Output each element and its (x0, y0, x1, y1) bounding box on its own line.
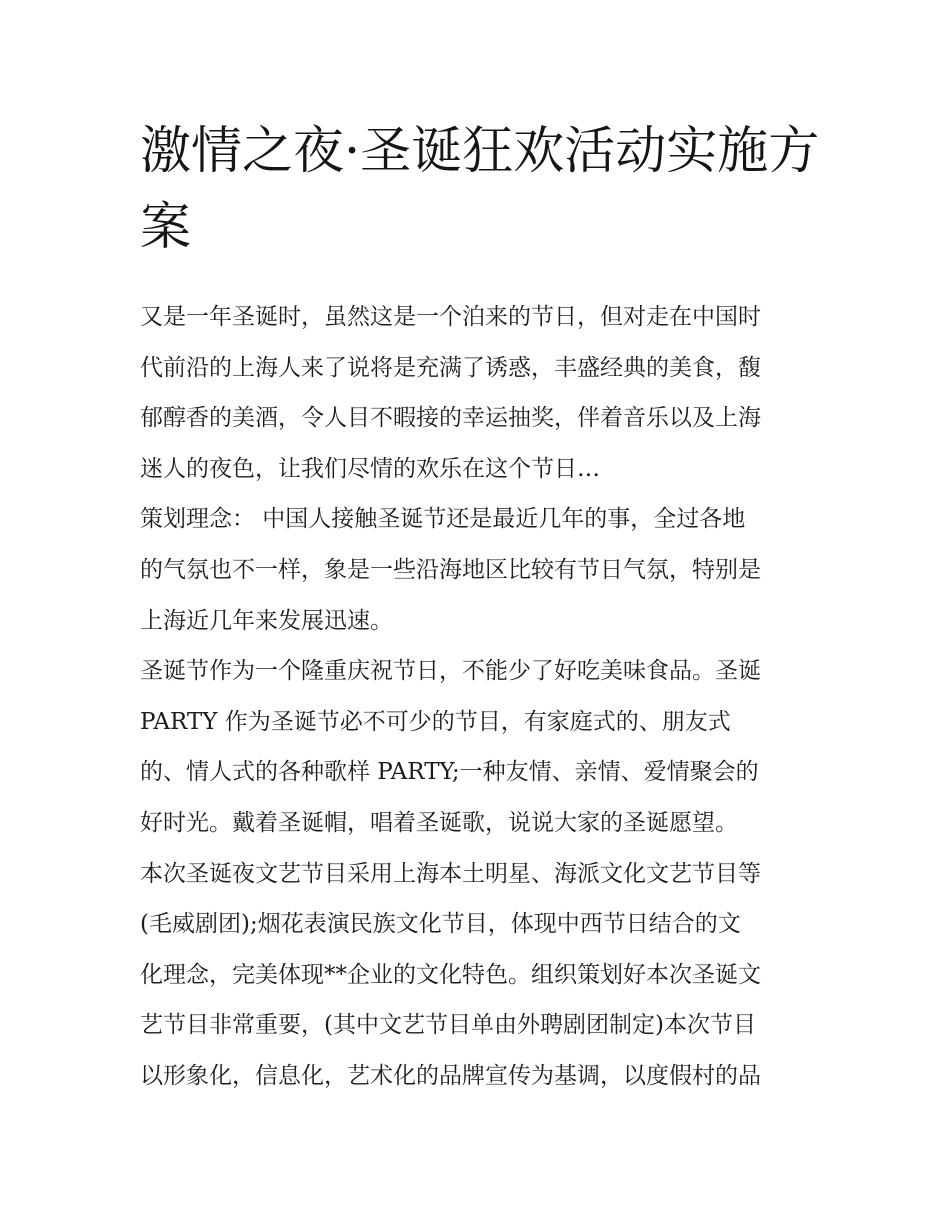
paragraph-program (140, 849, 812, 1102)
text-line: 以形象化，信息化，艺术化的品牌宣传为基调，以度假村的品 (140, 1062, 761, 1089)
paragraph-intro (140, 292, 812, 494)
text-line: 艺节目非常重要，(其中文艺节目单由外聘剧团制定)本次节目 (140, 1012, 756, 1039)
text-line: 代前沿的上海人来了说将是充满了诱惑，丰盛经典的美食，馥 (140, 354, 761, 381)
text-line: 本次圣诞夜文艺节目采用上海本土明星、海派文化文艺节目等 (140, 860, 761, 887)
text-line: 上海近几年来发展迅速。 (140, 607, 393, 634)
text-line: 圣诞节作为一个隆重庆祝节日，不能少了好吃美味食品。圣诞 (140, 658, 761, 685)
paragraph-party (140, 646, 812, 848)
text-line: 迷人的夜色，让我们尽情的欢乐在这个节日… (140, 455, 600, 482)
text-line: (毛威剧团);烟花表演民族文化节目，体现中西节日结合的文 (140, 911, 741, 938)
text-line: 化理念，完美体现**企业的文化特色。组织策划好本次圣诞文 (140, 961, 761, 988)
paragraph-concept (140, 494, 812, 646)
text-line: 又是一年圣诞时，虽然这是一个泊来的节日，但对走在中国时 (140, 304, 761, 330)
document-body (140, 114, 820, 1102)
title-line: 案 (140, 198, 192, 257)
text-line: 郁醇香的美酒，令人目不暇接的幸运抽奖，伴着音乐以及上海 (140, 405, 761, 432)
text-line: 策划理念： 中国人接触圣诞节还是最近几年的事，全过各地 (140, 506, 746, 533)
text-line: 的、情人式的各种歌样 PARTY;一种友情、亲情、爱情聚会的 (140, 759, 759, 786)
text-line: 好时光。戴着圣诞帽，唱着圣诞歌，说说大家的圣诞愿望。 (140, 809, 738, 836)
title-line: 激情之夜·圣诞狂欢活动实施方 (140, 122, 820, 181)
text-line: PARTY 作为圣诞节必不可少的节目，有家庭式的、朋友式 (140, 708, 731, 735)
document-title (140, 114, 820, 266)
text-line: 的气氛也不一样，象是一些沿海地区比较有节日气氛，特别是 (140, 556, 761, 583)
